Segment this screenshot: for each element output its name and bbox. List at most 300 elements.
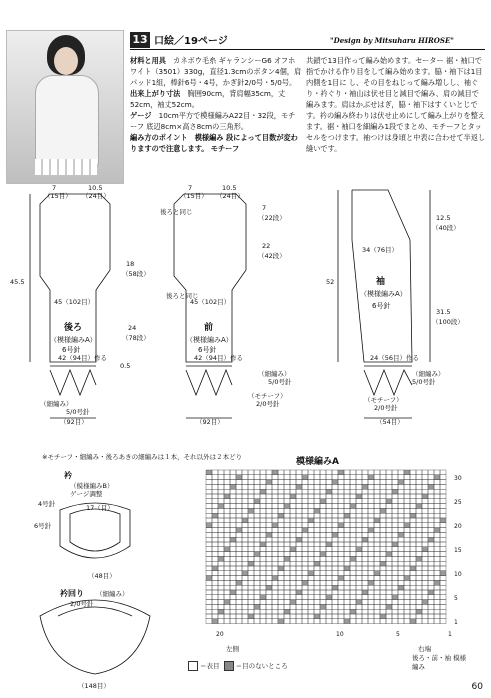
chart-cell [260,523,266,528]
chart-cell [386,480,392,485]
chart-cell [386,528,392,533]
chart-cell [218,518,224,523]
chart-cell [284,475,290,480]
chart-cell [410,604,416,609]
svg-text:4号針: 4号針 [38,500,56,508]
chart-cell [296,614,302,619]
chart-cell [212,542,218,547]
chart-cell [308,585,314,590]
svg-text:7: 7 [188,184,193,192]
chart-cell [344,585,350,590]
chart-cell [224,518,230,523]
chart-cell [428,513,434,518]
chart-cell [218,561,224,566]
chart-cell [320,604,326,609]
chart-cell [416,528,422,533]
chart-cell [308,518,314,523]
chart-cell [362,604,368,609]
chart-cell [296,556,302,561]
chart-cell [386,523,392,528]
chart-cell [308,547,314,552]
chart-cell [440,576,446,581]
chart-cell [374,513,380,518]
chart-cell [428,523,434,528]
chart-cell [398,580,404,585]
chart-cell [284,552,290,557]
chart-cell [350,532,356,537]
chart-cell [332,532,338,537]
chart-cell [266,614,272,619]
chart-cell [302,614,308,619]
svg-text:（細編み）: （細編み） [258,370,291,378]
chart-cell [440,552,446,557]
chart-cell [332,523,338,528]
chart-cell [332,499,338,504]
chart-cell [248,619,254,624]
pattern-number: 13 [130,32,150,48]
chart-cell [374,494,380,499]
chart-cell [386,513,392,518]
chart-cell [344,552,350,557]
chart-cell [320,571,326,576]
svg-text:10.5: 10.5 [88,184,103,192]
svg-text:（92目）: （92目） [60,418,88,426]
chart-cell [434,566,440,571]
chart-cell [272,614,278,619]
chart-cell [320,552,326,557]
chart-cell [386,590,392,595]
chart-cell [218,480,224,485]
svg-text:5/0号針: 5/0号針 [412,378,436,386]
chart-cell [248,609,254,614]
chart-cell [398,595,404,600]
chart-cell [404,585,410,590]
chart-cell [266,532,272,537]
chart-cell [332,600,338,605]
chart-cell [224,600,230,605]
chart-cell [434,571,440,576]
chart-cell [428,504,434,509]
chart-cell [320,523,326,528]
chart-cell [320,513,326,518]
chart-cell [398,523,404,528]
chart-cell [344,504,350,509]
chart-cell [302,508,308,513]
chart-cell [410,576,416,581]
chart-cell [362,528,368,533]
chart-cell [410,484,416,489]
chart-cell [428,494,434,499]
svg-text:1: 1 [454,619,458,626]
chart-cell [344,499,350,504]
chart-cell [290,494,296,499]
chart-cell [308,504,314,509]
chart-cell [290,542,296,547]
chart-cell [206,532,212,537]
chart-cell [410,542,416,547]
chart-cell [380,504,386,509]
chart-cell [410,508,416,513]
chart-cell [296,508,302,513]
chart-cell [398,508,404,513]
svg-text:（モチーフ）: （モチーフ） [248,392,287,400]
instructions-column-1: 材料と用具 カネボウ毛糸 ギャランシーG6 オフホワイト（3501）330g，直径1.3cmのボタン4個，肩パッド1組，棒針6号・4号，かぎ針2/0号・5/0号。 出来上がり寸法 胸囲90cm，背肩幅35cm，丈52cm，袖丈52cm。 ゲージ 10cm平方で模様編みA22目・32段，モチーフ 底辺8cm×高さ8cmの三角形。 編み方のポイント 模様編み 段によって目数が変わりますので注意します。 モチーフ [130,56,302,153]
chart-cell [404,561,410,566]
chart-cell [386,547,392,552]
svg-text:2/0号針: 2/0号針 [70,600,94,608]
chart-cell [344,537,350,542]
chart-cell [320,528,326,533]
chart-cell [248,566,254,571]
chart-cell [410,595,416,600]
chart-cell [218,556,224,561]
back-motifs [50,370,96,395]
chart-cell [206,552,212,557]
chart-cell [434,489,440,494]
chart-cell [206,504,212,509]
chart-cell [326,499,332,504]
chart-cell [398,552,404,557]
chart-cell [308,556,314,561]
chart-cell [302,585,308,590]
chart-cell [404,484,410,489]
chart-cell [254,542,260,547]
chart-cell [224,484,230,489]
chart-cell [440,595,446,600]
chart-cell [296,542,302,547]
chart-cell [248,494,254,499]
chart-cell [410,489,416,494]
chart-cell [380,556,386,561]
chart-cell [338,609,344,614]
chart-cell [230,542,236,547]
svg-text:24（56目）作る: 24（56目）作る [370,354,420,362]
chart-cell [224,532,230,537]
chart-cell [272,508,278,513]
chart-cell [350,489,356,494]
chart-cell [320,566,326,571]
chart-cell [278,576,284,581]
chart-cell [320,508,326,513]
chart-cell [248,571,254,576]
chart-cell [254,614,260,619]
chart-cell [392,537,398,542]
chart-cell [290,552,296,557]
chart-cell [374,556,380,561]
chart-cell [302,542,308,547]
chart-cell [356,489,362,494]
chart-cell [308,528,314,533]
chart-cell [404,552,410,557]
chart-cell [308,571,314,576]
svg-text:（92目）: （92目） [196,418,224,426]
chart-cell [272,604,278,609]
chart-cell [272,518,278,523]
chart-cell [296,499,302,504]
chart-cell [206,542,212,547]
chart-cell [230,484,236,489]
chart-cell [434,595,440,600]
chart-cell [380,585,386,590]
chart-cell [350,542,356,547]
chart-cell [332,556,338,561]
chart-cell [362,542,368,547]
chart-cell [356,600,362,605]
chart-cell [206,489,212,494]
chart-cell [266,590,272,595]
chart-cell [392,518,398,523]
chart-cell [212,614,218,619]
chart-cell [398,504,404,509]
chart-cell [434,604,440,609]
chart-cell [434,576,440,581]
chart-cell [386,542,392,547]
chart-cell [302,504,308,509]
chart-cell [314,484,320,489]
chart-cell [398,542,404,547]
chart-cell [362,518,368,523]
chart-cell [296,561,302,566]
chart-cell [344,480,350,485]
chart-cell [386,600,392,605]
chart-cell [416,576,422,581]
chart-cell [218,528,224,533]
chart-cell [230,523,236,528]
chart-cell [224,537,230,542]
svg-text:2/0号針: 2/0号針 [256,400,280,408]
chart-cell [350,475,356,480]
chart-cell [326,528,332,533]
chart-cell [386,566,392,571]
chart-cell [314,604,320,609]
chart-cell [272,470,278,475]
chart-cell [308,590,314,595]
chart-cell [356,532,362,537]
chart-cell [404,523,410,528]
chart-cell [356,494,362,499]
svg-text:（模様編みB）: （模様編みB） [70,482,114,490]
chart-cell [374,542,380,547]
chart-cell [296,576,302,581]
chart-cell [278,614,284,619]
chart-cell [206,595,212,600]
chart-cell [380,508,386,513]
chart-cell [314,518,320,523]
chart-cell [344,590,350,595]
svg-text:（模様編みA）: （模様編みA） [186,336,233,344]
svg-text:（細編み）: （細編み） [412,370,445,378]
chart-cell [344,561,350,566]
chart-cell [302,528,308,533]
chart-cell [416,494,422,499]
chart-cell [308,470,314,475]
chart-cell [284,609,290,614]
chart-cell [368,561,374,566]
svg-text:衿: 衿 [64,471,72,480]
chart-cell [422,566,428,571]
chart-cell [344,489,350,494]
chart-cell [368,528,374,533]
chart-cell [212,590,218,595]
chart-cell [416,619,422,624]
chart-cell [356,556,362,561]
chart-cell [260,566,266,571]
chart-cell [392,489,398,494]
chart-cell [302,499,308,504]
chart-cell [440,590,446,595]
chart-cell [212,552,218,557]
chart-cell [440,556,446,561]
chart-cell [248,585,254,590]
chart-cell [434,552,440,557]
chart-cell [212,518,218,523]
chart-cell [380,576,386,581]
chart-cell [386,489,392,494]
chart-cell [266,609,272,614]
svg-text:後ろと同じ: 後ろと同じ [166,292,199,300]
chart-cell [206,571,212,576]
chart-cell [212,537,218,542]
chart-cell [242,532,248,537]
chart-cell [398,532,404,537]
chart-cell [404,609,410,614]
chart-cell [206,508,212,513]
chart-cell [344,595,350,600]
chart-cell [272,528,278,533]
chart-cell [242,556,248,561]
chart-cell [254,484,260,489]
chart-cell [356,523,362,528]
chart-cell [368,619,374,624]
svg-text:（24目）: （24目） [216,192,244,200]
chart-cell [416,604,422,609]
chart-cell [296,494,302,499]
chart-cell [410,552,416,557]
chart-cell [206,600,212,605]
svg-text:7: 7 [52,184,57,192]
chart-cell [350,619,356,624]
chart-cell [368,532,374,537]
chart-cell [290,475,296,480]
chart-cell [224,489,230,494]
chart-cell [242,619,248,624]
chart-cell [272,585,278,590]
right-end-note: 後ろ・前・袖 模様編み [412,654,467,671]
chart-cell [428,475,434,480]
chart-cell [338,566,344,571]
chart-cell [392,556,398,561]
chart-cell [416,547,422,552]
chart-cell [218,484,224,489]
chart-cell [308,513,314,518]
chart-cell [332,595,338,600]
chart-cell [248,595,254,600]
chart-cell [356,518,362,523]
chart-cell [212,528,218,533]
chart-cell [398,590,404,595]
chart-cell [254,552,260,557]
chart-cell [338,580,344,585]
chart-cell [362,561,368,566]
chart-cell [338,489,344,494]
chart-cell [266,552,272,557]
chart-cell [434,580,440,585]
chart-cell [440,600,446,605]
chart-cell [302,484,308,489]
chart-cell [392,494,398,499]
chart-cell [326,518,332,523]
chart-cell [440,571,446,576]
chart-cell [230,508,236,513]
chart-cell [284,480,290,485]
chart-cell [368,499,374,504]
chart-cell [212,556,218,561]
chart-cell [230,518,236,523]
svg-text:6号針: 6号針 [372,302,391,310]
chart-cell [350,566,356,571]
chart-cell [230,609,236,614]
chart-cell [302,609,308,614]
chart-cell [374,489,380,494]
chart-cell [398,489,404,494]
chart-cell [332,585,338,590]
chart-cell [416,489,422,494]
chart-cell [392,604,398,609]
chart-cell [344,600,350,605]
chart-cell [350,580,356,585]
chart-cell [422,475,428,480]
chart-cell [302,552,308,557]
chart-cell [404,470,410,475]
chart-cell [374,614,380,619]
chart-cell [398,556,404,561]
chart-cell [290,528,296,533]
chart-cell [266,518,272,523]
chart-cell [224,561,230,566]
chart-cell [278,585,284,590]
chart-cell [374,504,380,509]
chart-cell [362,523,368,528]
chart-cell [350,513,356,518]
yarn-note: ※モチーフ・細編み・後ろあきの細編みは１本，それ以外は２本どり [42,453,243,461]
chart-cell [362,484,368,489]
chart-cell [398,513,404,518]
chart-cell [230,600,236,605]
chart-cell [368,508,374,513]
chart-cell [284,547,290,552]
chart-cell [224,513,230,518]
chart-cell [428,537,434,542]
chart-cell [308,600,314,605]
chart-cell [422,571,428,576]
chart-cell [332,590,338,595]
chart-cell [284,590,290,595]
svg-text:（15目）: （15目） [180,192,208,200]
chart-cell [278,504,284,509]
chart-cell [392,508,398,513]
chart-cell [218,504,224,509]
chart-cell [236,585,242,590]
chart-cell [344,609,350,614]
chart-cell [320,547,326,552]
chart-cell [230,619,236,624]
chart-cell [326,600,332,605]
chart-cell [344,518,350,523]
chart-cell [272,475,278,480]
svg-text:45（102目）: 45（102目） [190,298,231,306]
chart-cell [308,614,314,619]
chart-cell [314,504,320,509]
